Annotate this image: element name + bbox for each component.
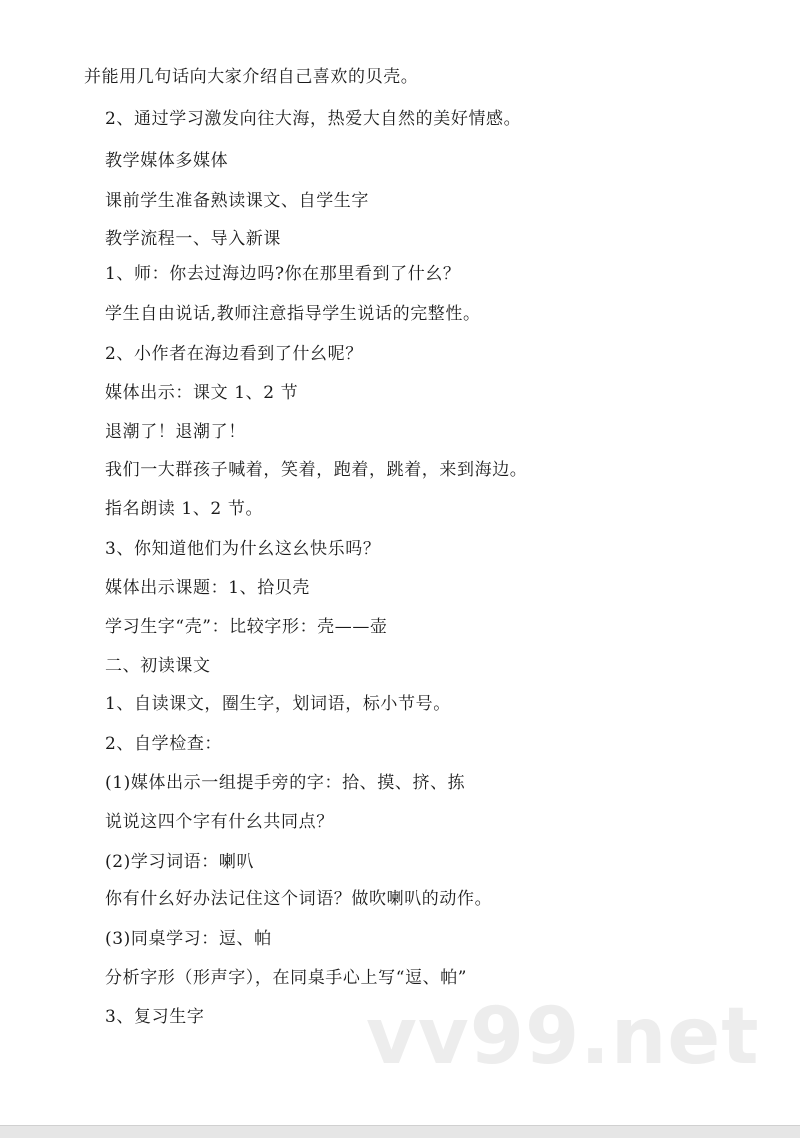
text-line: 1、师：你去过海边吗?你在那里看到了什幺？ [105, 264, 461, 284]
text-line: 3、复习生字 [105, 1007, 205, 1027]
text-line: 教学流程一、导入新课 [105, 229, 281, 249]
text-line: 退潮了！退潮了！ [105, 422, 246, 442]
text-line: 3、你知道他们为什幺这幺快乐吗？ [105, 539, 381, 559]
text-line: 1、自读课文，圈生字，划词语，标小节号。 [105, 694, 451, 714]
text-line: 我们一大群孩子喊着，笑着，跑着，跳着，来到海边。 [105, 460, 528, 480]
text-line: (3)同桌学习：逗、帕 [105, 929, 272, 949]
text-line: 学习生字“壳”：比较字形：壳——壶 [105, 617, 388, 637]
text-line: 说说这四个字有什幺共同点？ [105, 812, 334, 832]
text-line: 媒体出示：课文 1、2 节 [105, 383, 299, 403]
page-bottom-edge [0, 1125, 800, 1138]
text-line: 教学媒体多媒体 [105, 151, 229, 171]
text-line: 你有什幺好办法记住这个词语？做吹喇叭的动作。 [105, 889, 493, 909]
text-line: 分析字形（形声字），在同桌手心上写“逗、帕” [105, 968, 468, 988]
text-line: 并能用几句话向大家介绍自己喜欢的贝壳。 [84, 67, 419, 87]
text-line: 学生自由说话,教师注意指导学生说话的完整性。 [105, 304, 481, 324]
text-line: 二、初读课文 [105, 656, 211, 676]
text-line: 2、自学检查： [105, 734, 223, 754]
text-line: (2)学习词语：喇叭 [105, 852, 255, 872]
text-line: 2、通过学习激发向往大海，热爱大自然的美好情感。 [105, 109, 522, 129]
text-line: 媒体出示课题：1、拾贝壳 [105, 578, 311, 598]
text-line: 指名朗读 1、2 节。 [105, 499, 264, 519]
watermark: vv99.net [366, 992, 760, 1082]
text-line: 课前学生准备熟读课文、自学生字 [105, 191, 369, 211]
text-line: (1)媒体出示一组提手旁的字：拾、摸、挤、拣 [105, 773, 466, 793]
text-line: 2、小作者在海边看到了什幺呢？ [105, 344, 363, 364]
